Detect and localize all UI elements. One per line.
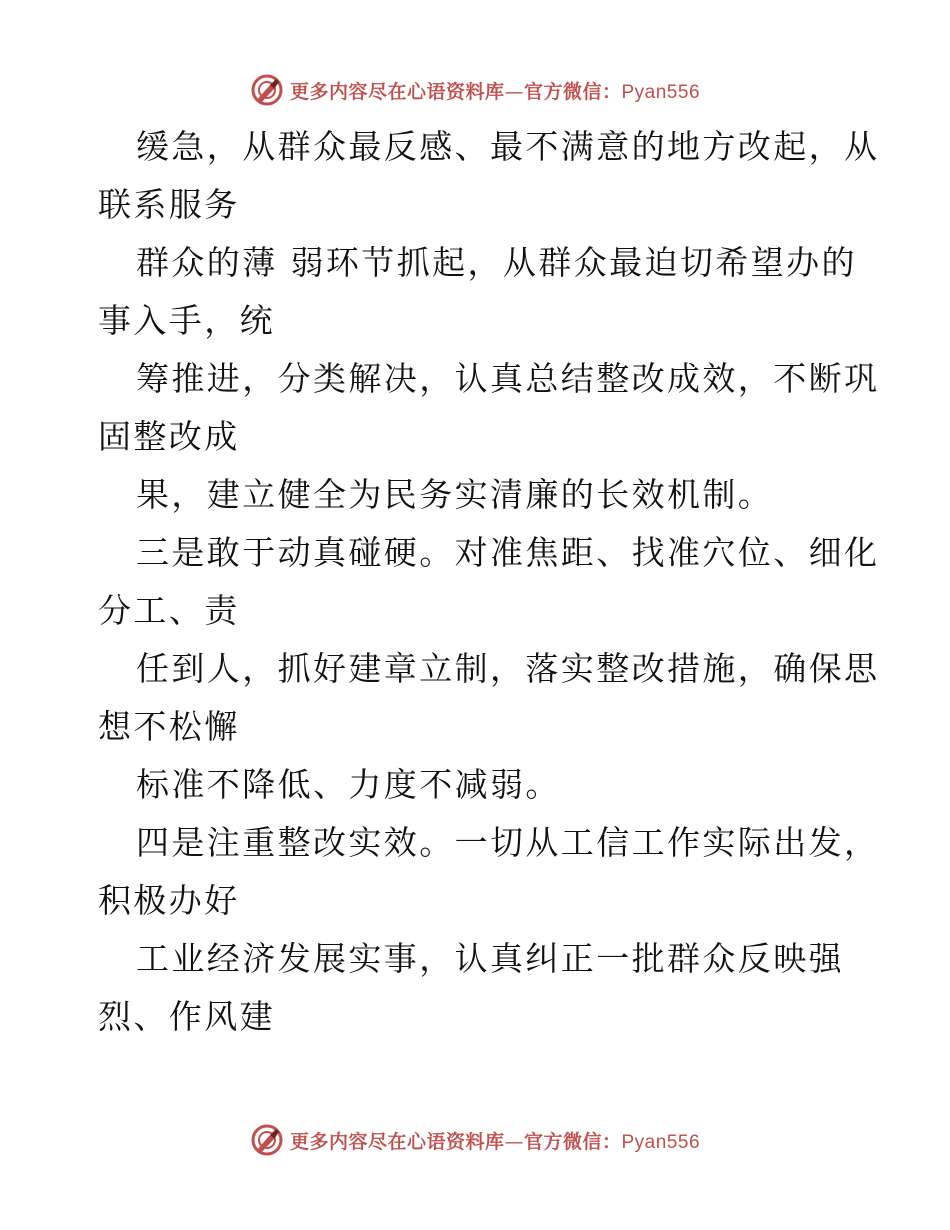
footer-main-text: 更多内容尽在心语资料库: [289, 1130, 505, 1153]
header-text: [290, 77, 700, 104]
text-line: 积极办好: [98, 881, 240, 920]
footer-wechat-id: Pyan556: [621, 1131, 701, 1153]
text-line: 三是敢于动真碰硬。对准焦距、找准穴位、细化: [136, 533, 880, 572]
pen-logo-icon: [250, 1123, 284, 1157]
header-wechat-label: 官方微信：: [523, 80, 622, 103]
pen-logo-icon: [250, 73, 284, 107]
document-body: [98, 118, 880, 1046]
footer-wechat-label: 官方微信：: [523, 1130, 622, 1153]
footer-text: [290, 1127, 700, 1154]
text-line: 果，建立健全为民务实清廉的长效机制。: [136, 475, 774, 514]
text-line: 缓急，从群众最反感、最不满意的地方改起，从: [136, 127, 880, 166]
header-banner: [0, 70, 950, 110]
text-line: 固整改成: [98, 417, 240, 456]
text-line: 任到人，抓好建章立制，落实整改措施，确保思: [136, 649, 880, 688]
footer-banner: [0, 1120, 950, 1160]
text-line: 联系服务: [98, 185, 240, 224]
header-dash: —: [504, 80, 524, 103]
text-line: 筹推进，分类解决，认真总结整改成效，不断巩: [136, 359, 880, 398]
text-line: 烈、作风建: [98, 997, 275, 1036]
header-wechat-id: Pyan556: [621, 81, 701, 103]
text-line: 想不松懈: [98, 707, 240, 746]
text-line: 工业经济发展实事，认真纠正一批群众反映强: [136, 939, 844, 978]
text-line: 标准不降低、力度不减弱。: [136, 765, 561, 804]
text-line: 四是注重整改实效。一切从工信工作实际出发，: [136, 823, 880, 862]
text-line: 分工、责: [98, 591, 240, 630]
footer-dash: —: [504, 1130, 524, 1153]
header-main-text: 更多内容尽在心语资料库: [289, 80, 505, 103]
text-line: 群众的薄 弱环节抓起，从群众最迫切希望办的: [136, 243, 857, 282]
text-line: 事入手，统: [98, 301, 275, 340]
